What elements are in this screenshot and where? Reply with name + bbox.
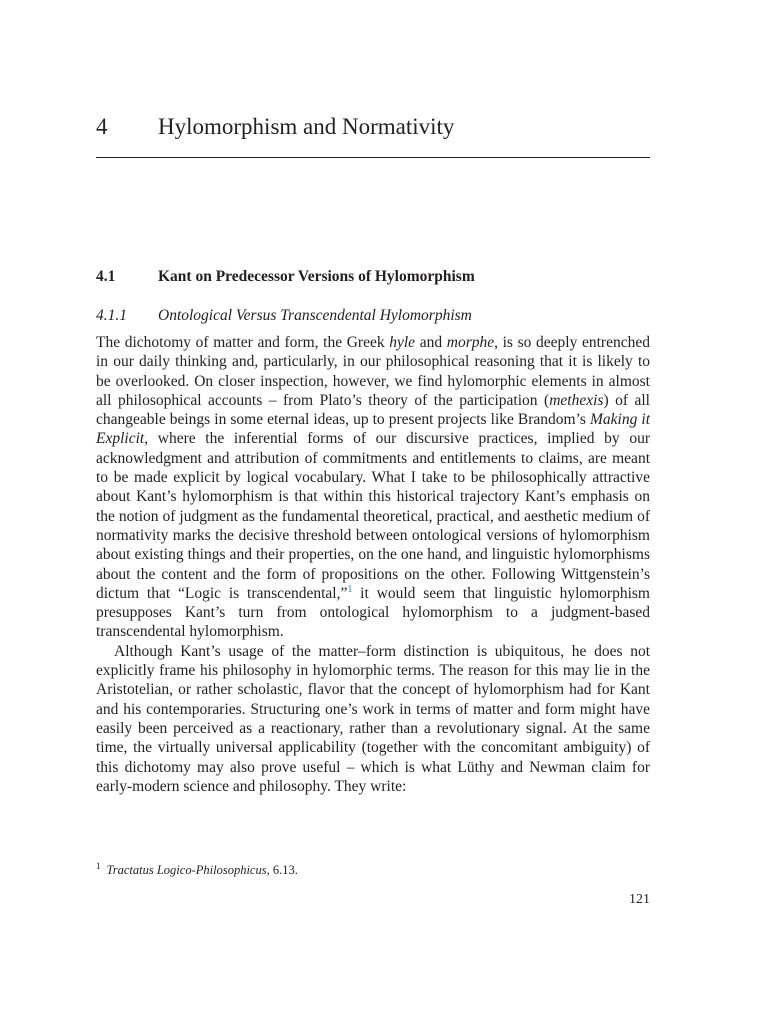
term-hyle: hyle <box>389 334 416 351</box>
chapter-heading <box>96 112 650 142</box>
footnote <box>96 862 650 878</box>
paragraph-1-text-1: The dichotomy of matter and form, the Greek <box>96 334 390 351</box>
paragraph-1 <box>96 333 650 642</box>
footnote-mark: 1 <box>96 860 101 871</box>
paragraph-1-text-2: and <box>415 334 447 351</box>
section-number: 4.1 <box>96 268 116 285</box>
paragraph-1-text-6: it would seem that linguistic hylomorphism presupposes Kant’s turn from ontological hylomorphism to a judgment-based transcendental hylomorphism. <box>96 584 650 641</box>
page-number: 121 <box>629 892 650 907</box>
paragraph-1-text-5: , where the inferential forms of our discursive practices, implied by our acknowledgment and attribution of commitments and entitlements to claims, are meant to be made explicit by logical vocabulary. What I take to be philosophically attractive about Kant’s hylomorphism is that within this historical trajectory Kant’s emphasis on the notion of judgment as the fundamental theoretical, practical, and aesthetic medium of normativity marks the decisive threshold between ontological versions of hylomorphism about existing things and their properties, on the one hand, and linguistic hylomorphisms about the content and the form of propositions on the other. Following Wittgenstein’s dictum that “Logic is transcendental,” <box>96 430 650 602</box>
subsection-heading <box>96 306 650 326</box>
paragraph-1-text-3: , is so deeply entrenched in our daily thinking and, particularly, in our philosophical reasoning that it is likely to be overlooked. On closer inspection, however, we find hylomorphic elements in almost all philosophical accounts – from Plato’s theory of the participation ( <box>96 334 650 409</box>
section-heading <box>96 267 650 287</box>
footnote-title: Tractatus Logico-Philosophicus <box>106 863 267 877</box>
paragraph-2: Although Kant’s usage of the matter–form distinction is ubiquitous, he does not explicitly frame his philosophy in hylomorphic terms. The reason for this may lie in the Aristotelian, or rather scholastic, flavor that the concept of hylomorphism had for Kant and his contemporaries. Structuring one’s work in terms of matter and form might have easily been perceived as a reactionary, rather than a revolutionary signal. At the same time, the virtually universal applicability (together with the concomitant ambiguity) of this dichotomy may also prove useful – which is what Lüthy and Newman claim for early-modern science and philosophy. They write: <box>96 642 650 795</box>
subsection-number: 4.1.1 <box>96 307 127 324</box>
paragraph-1-text-4: ) of all changeable beings in some eternal ideas, up to present projects like Brandom’s <box>96 391 650 429</box>
chapter-number: 4 <box>96 114 108 139</box>
book-title-making-it-explicit: Making it Explicit <box>96 411 651 448</box>
footnote-reference-link[interactable]: 1 <box>347 583 353 595</box>
chapter-divider <box>96 157 650 158</box>
subsection-title: Ontological Versus Transcendental Hylomorphism <box>158 307 472 324</box>
body-text <box>96 333 650 796</box>
footnote-text: , 6.13. <box>266 863 298 877</box>
term-methexis: methexis <box>549 391 604 409</box>
term-morphe: morphe <box>446 334 495 351</box>
section-title: Kant on Predecessor Versions of Hylomorphism <box>158 268 475 285</box>
chapter-title: Hylomorphism and Normativity <box>158 114 455 139</box>
